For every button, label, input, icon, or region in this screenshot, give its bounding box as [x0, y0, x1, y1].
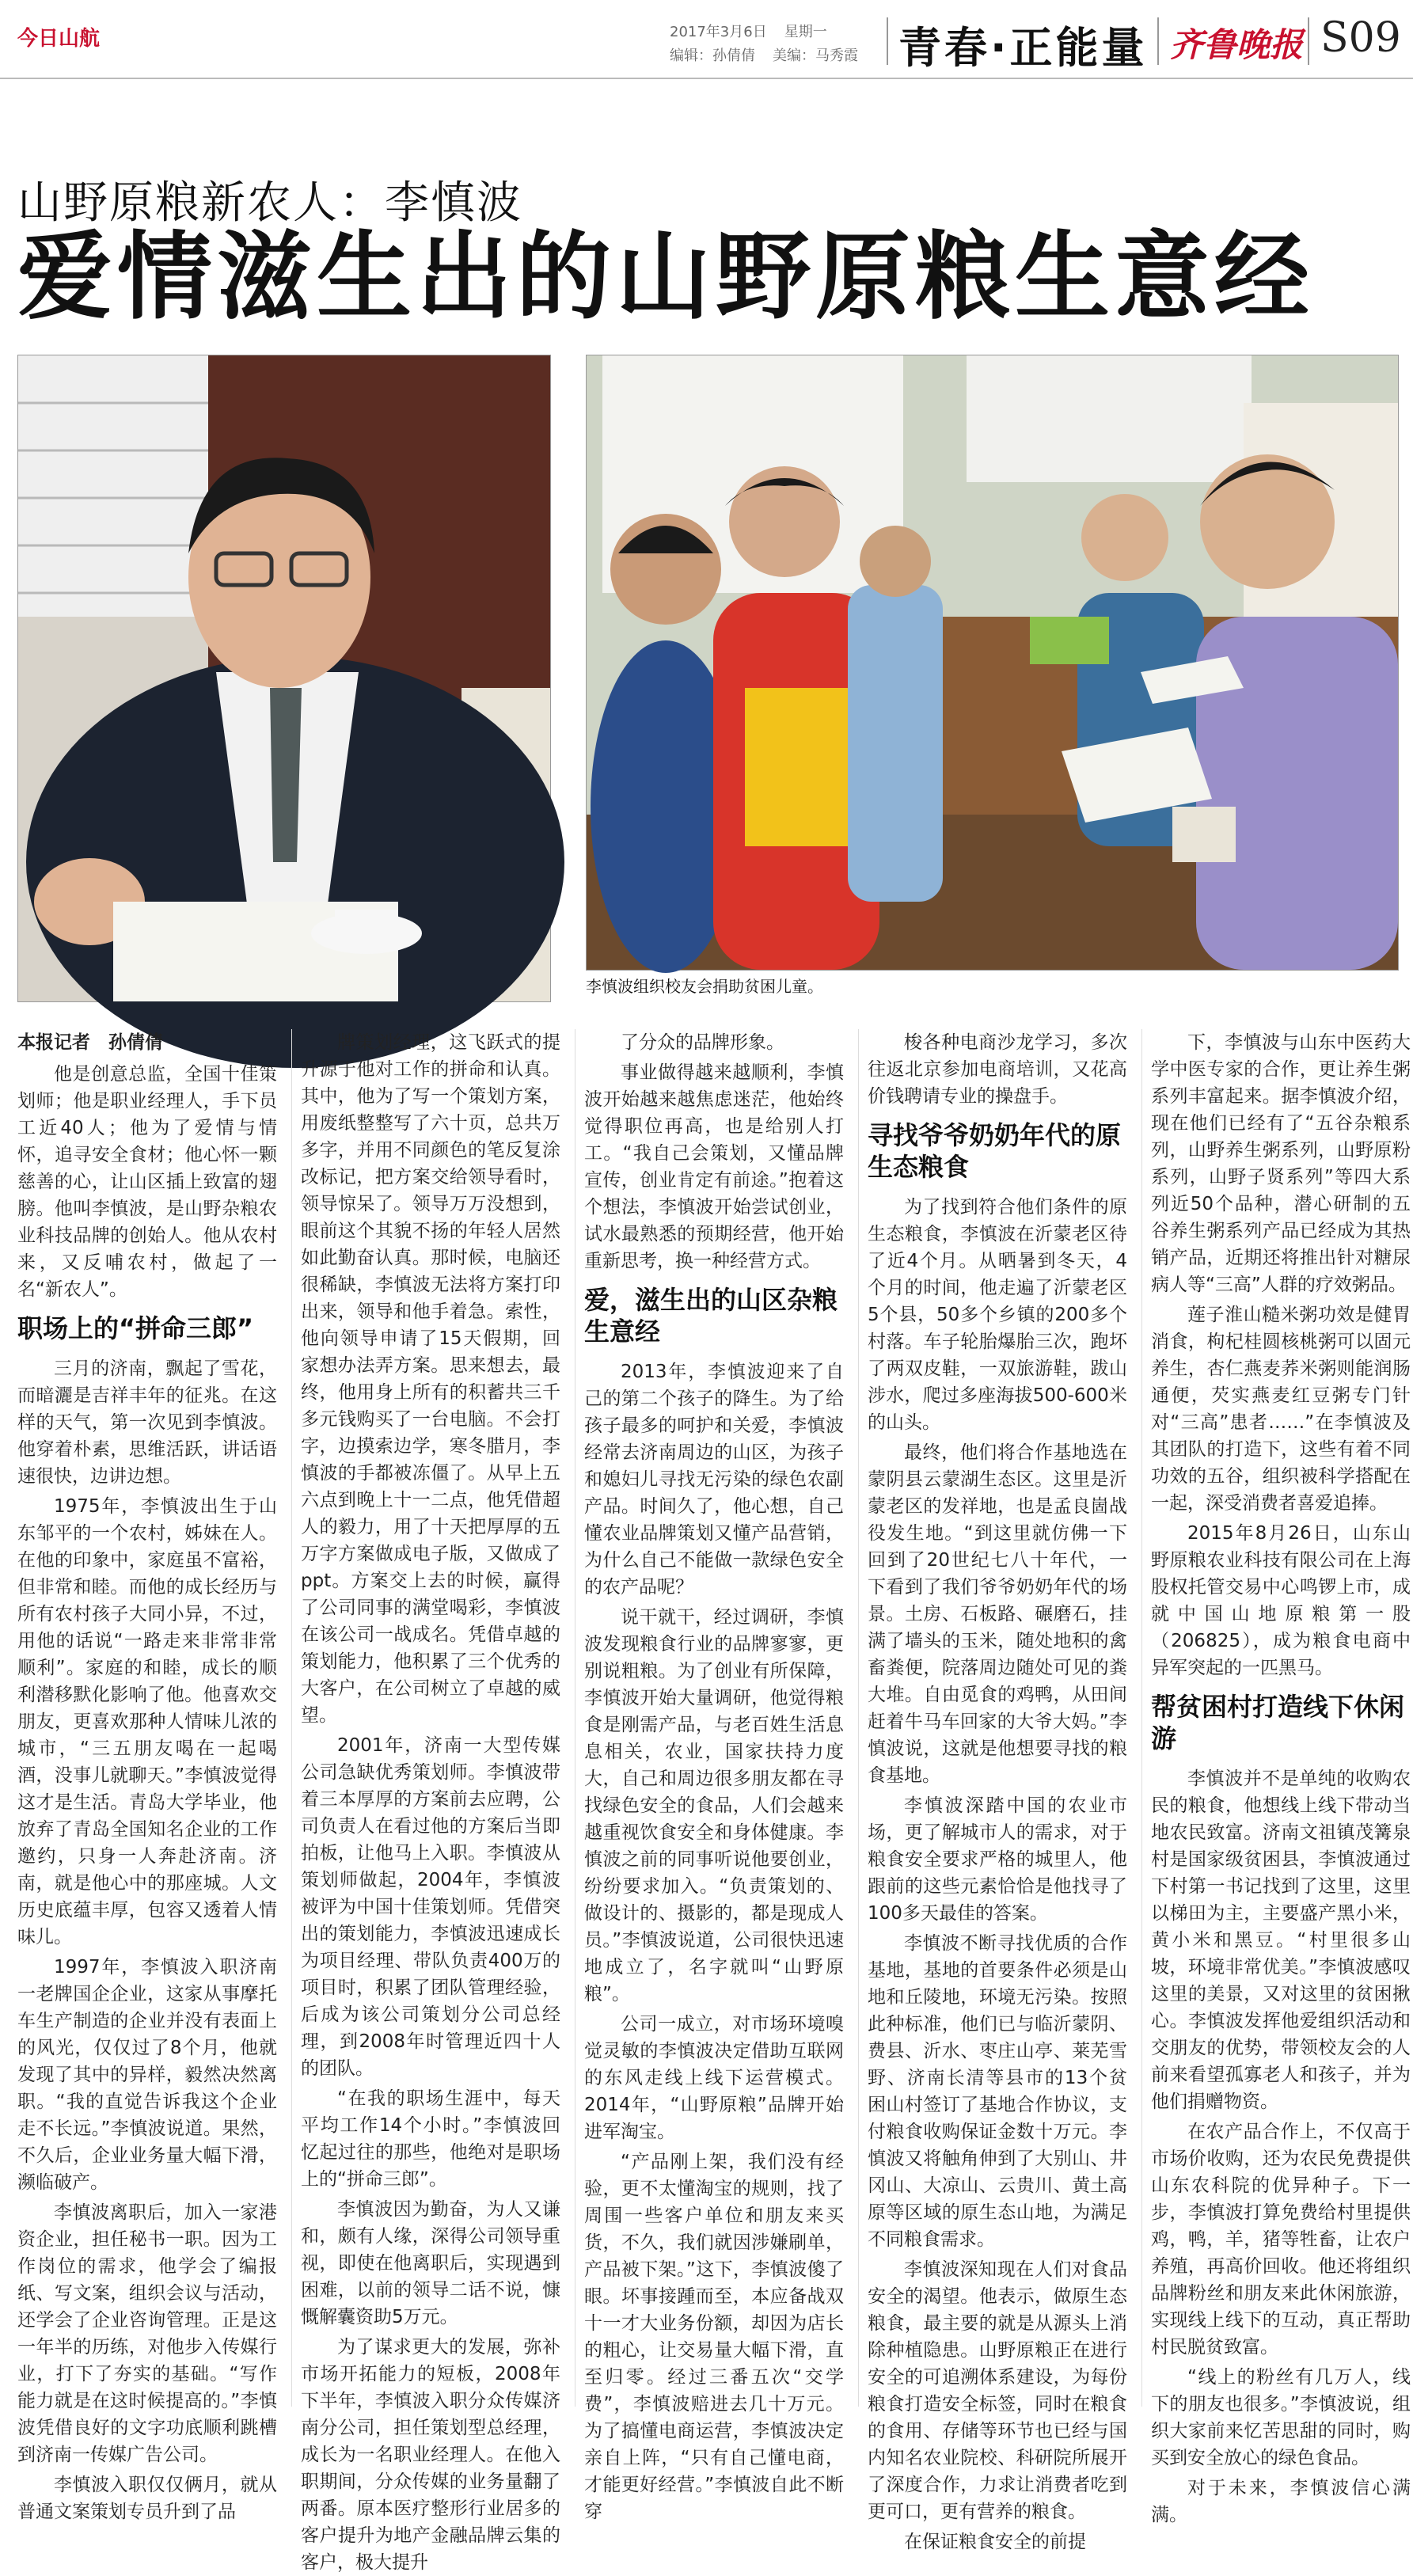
newspaper-logo: 齐鲁晚报 — [1170, 25, 1304, 64]
reporter-byline: 本报记者 孙倩倩 — [17, 1032, 163, 1053]
article-paragraph: 李慎波离职后，加入一家港资企业，担任秘书一职。因为工作岗位的需求，他学会了编报纸、写文案，组织会议与活动，还学会了企业咨询管理。正是这一年半的历练，对他步入传媒行业，打下了夯实的基础。“写作能力就是在这时候提高的。”李慎波凭借良好的文字功底顺利跳槽到济南一传媒广告公司。 — [17, 2202, 277, 2465]
article-paragraph: 李慎波不断寻找优质的合作基地，基地的首要条件必须是山地和丘陵地，环境无污染。按照此种标准，他们已与临沂蒙阴、费县、沂水、枣庄山亭、莱芜雪野、济南长清等县市的13个贫困山村签订了基地合作协议，支付粮食收购保证金数十万元。李慎波又将触角伸到了大别山、井冈山、大凉山、云贵川、黄土高原等区域的原生态山地，为满足不同粮食需求。 — [868, 1933, 1127, 2250]
article-paragraph: 李慎波入职仅仅俩月，就从普通文案策划专员升到了品 — [17, 2475, 277, 2522]
article-column-4 — [868, 1029, 1127, 2552]
article-paragraph: “产品刚上架，我们没有经验，更不太懂淘宝的规则，找了周围一些客户单位和朋友来买货，不久，我们就因涉嫌刷单，产品被下架。”这下，李慎波傻了眼。坏事接踵而至，本应备战双十一才大业务份额，却因为店长的粗心，让交易量大幅下滑，直至归零。经过三番五次“交学费”，李慎波赔进去几十万元。为了搞懂电商运营，李慎波决定亲自上阵，“只有自己懂电商，才能更好经营。”李慎波自此不断穿 — [584, 2152, 844, 2522]
header-rule — [0, 78, 1413, 79]
article-paragraph: 在保证粮食安全的前提 — [904, 2532, 1086, 2552]
column-rule — [1141, 1029, 1142, 2407]
designer-credit: 美编：马秀霞 — [773, 47, 858, 64]
portrait-photo — [17, 355, 551, 1002]
article-column-1 — [17, 1029, 277, 2522]
article-paragraph: 三月的济南，飘起了雪花，而暗灑是吉祥丰年的征兆。在这样的天气，第一次见到李慎波。他穿着朴素，思维活跃，讲话语速很快，边讲边想。 — [17, 1358, 277, 1487]
article-paragraph: 李慎波因为勤奋，为人又谦和，颇有人缘，深得公司领导重视，即使在他离职后，实现遇到困难，以前的领导二话不说，慷慨解囊资助5万元。 — [301, 2199, 560, 2327]
charity-event-photo — [586, 355, 1399, 971]
article-paragraph: 李慎波深知现在人们对食品安全的渴望。他表示，做原生态粮食，最主要的就是从源头上消除种植隐患。山野原粮正在进行安全的可追溯体系建设，为每份粮食打造安全标签，同时在粮食的食用、存储等环节也已经与国内知名农业院校、科研院所展开了深度合作，力求让消费者吃到更可口，更有营养的粮食。 — [868, 2259, 1127, 2522]
section-heading: 帮贫困村打造线下休闲游 — [1151, 1692, 1405, 1753]
photo-caption: 李慎波组织校友会捐助贫困儿童。 — [586, 977, 823, 996]
article-paragraph: 公司一成立，对市场环境嗅觉灵敏的李慎波决定借助互联网的东风走线上线下运营模式。2014年，“山野原粮”品牌开始进军淘宝。 — [584, 2014, 844, 2142]
article-paragraph: “在我的职场生涯中，每天平均工作14个小时。”李慎波回忆起过往的那些，他绝对是职场上的“拼命三郎”。 — [301, 2088, 560, 2190]
article-paragraph: 事业做得越来越顺利，李慎波开始越来越焦虑迷茫，他始终觉得职位再高，也是给别人打工。“我自己会策划，又懂品牌宣传，创业肯定有前途。”抱着这个想法，李慎波开始尝试创业，试水最熟悉的预期经营，他开始重新思考，换一种经营方式。 — [584, 1062, 844, 1271]
header-divider — [887, 17, 888, 65]
article-column-3 — [584, 1029, 844, 2522]
article-paragraph: 1975年，李慎波出生于山东邹平的一个农村，姊妹在人。在他的印象中，家庭虽不富裕，但非常和睦。而他的成长经历与所有农村孩子大同小异，不过，用他的话说“一路走来非常非常顺利”。家庭的和睦，成长的顺利潜移默化影响了他。他喜欢交朋友，更喜欢那种人情味儿浓的城市，“三五朋友喝在一起喝酒，没事儿就聊天。”李慎波觉得这才是生活。青岛大学毕业，他放弃了青岛全国知名企业的工作邀约，只身一人奔赴济南。济南，就是他心中的那座城。人文历史底蕴丰厚，包容又透着人情味儿。 — [17, 1496, 277, 1947]
article-paragraph: 2013年，李慎波迎来了自己的第二个孩子的降生。为了给孩子最多的呵护和关爱，李慎波经常去济南周边的山区，为孩子和媳妇儿寻找无污染的绿色农副产品。时间久了，他心想，自己懂农业品牌策划又懂产品营销，为什么自己不能做一款绿色安全的农产品呢？ — [584, 1362, 844, 1598]
section-heading: 职场上的“拼命三郎” — [17, 1313, 254, 1343]
article-paragraph: “线上的粉丝有几万人，线下的朋友也很多。”李慎波说，组织大家前来忆苦思甜的同时，购买到安全放心的绿色食品。 — [1151, 2367, 1411, 2468]
issue-date: 2017年3月6日 — [670, 24, 767, 40]
article-paragraph: 1997年，李慎波入职济南一老牌国企企业，这家从事摩托车生产制造的企业并没有表面上的风光，仅仅过了8个月，他就发现了其中的异样，毅然决然离职。“我的直觉告诉我这个企业走不长远。”李慎波说道。果然，不久后，企业业务量大幅下滑，濒临破产。 — [17, 1957, 277, 2193]
header-divider — [1157, 17, 1159, 65]
article-paragraph: 莲子淮山糙米粥功效是健胃消食，枸杞桂圆核桃粥可以固元养生，杏仁燕麦荞米粥则能润肠通便，芡实燕麦红豆粥专门针对“三高”患者……”在李慎波及其团队的打造下，这些有着不同功效的五谷，组织被科学搭配在一起，深受消费者喜爱追捧。 — [1151, 1305, 1411, 1514]
article-subtitle: 山野原粮新农人：李慎波 — [17, 177, 522, 229]
article-column-5 — [1151, 1029, 1411, 2525]
column-rule — [858, 1029, 859, 2407]
article-paragraph: 下，李慎波与山东中医药大学中医专家的合作，更让养生粥系列丰富起来。据李慎波介绍，现在他们已经有了“五谷杂粮系列，山野养生粥系列，山野原粉系列，山野子贤系列”等四大系列近50个品种，潜心研制的五谷养生粥系列产品已经成为其热销产品，近期还将推出针对糖尿病人等“三高”人群的疗效粥品。 — [1151, 1032, 1411, 1295]
column-rule — [291, 1029, 292, 2407]
page-number: S09 — [1320, 14, 1401, 62]
article-paragraph: 2015年8月26日，山东山野原粮农业科技有限公司在上海股权托管交易中心鸣锣上市，成就中国山地原粮第一股（206825），成为粮食电商中异军突起的一匹黑马。 — [1151, 1523, 1411, 1678]
header-divider — [1308, 17, 1309, 65]
issue-weekday: 星期一 — [784, 24, 827, 40]
issue-meta — [670, 21, 876, 68]
article-paragraph: 牌策划经理，这飞跃式的提升源于他对工作的拼命和认真。其中，他为了写一个策划方案，用废纸整整写了六十页，总共万多字，并用不同颜色的笔反复涂改标记，把方案交给领导看时，领导惊呆了。领导万万没想到，眼前这个其貌不扬的年轻人居然如此勤奋认真。那时候，电脑还很稀缺，李慎波无法将方案打印出来，领导和他手着急。索性，他向领导申请了15天假期，回家想办法弄方案。思来想去，最终，他用身上所有的积蓄共三千多元钱购买了一台电脑。不会打字，边摸索边学，寒冬腊月，李慎波的手都被冻僵了。从早上五六点到晚上十一二点，他凭借超人的毅力，用了十天把厚厚的五万字方案做成电子版，又做成了ppt。方案交上去的时候，赢得了公司同事的满堂喝彩，李慎波在该公司一战成名。凭借卓越的策划能力，他积累了三个优秀的大客户，在公司树立了卓越的威望。 — [301, 1032, 560, 1726]
article-paragraph: 为了找到符合他们条件的原生态粮食，李慎波在沂蒙老区待了近4个月。从晒暑到冬天，4个月的时间，他走遍了沂蒙老区5个县，50多个乡镇的200多个村落。车子轮胎爆胎三次，跑坏了两双皮鞋，一双旅游鞋，跋山涉水，爬过多座海拔500-600米的山头。 — [868, 1197, 1127, 1433]
article-paragraph: 了分众的品牌形象。 — [621, 1032, 784, 1053]
article-paragraph: 说干就干，经过调研，李慎波发现粮食行业的品牌寥寥，更别说粗粮。为了创业有所保障，李慎波开始大量调研，他觉得粮食是刚需产品，与老百姓生活息息相关，农业，国家扶持力度大，自己和周边很多朋友都在寻找绿色安全的食品，人们会越来越重视饮食安全和身体健康。李慎波之前的同事听说他要创业，纷纷要求加入。“负责策划的、做设计的、摄影的，都是现成人员。”李慎波说道，公司很快迅速地成立了，名字就叫“山野原粮”。 — [584, 1607, 844, 2004]
article-paragraph: 为了谋求更大的发展，弥补市场开拓能力的短板，2008年下半年，李慎波入职分众传媒济南分公司，担任策划型总经理，成长为一名职业经理人。在他入职期间，分众传媒的业务量翻了两番。原本医疗整形行业居多的客户提升为地产金融品牌云集的客户，极大提升 — [301, 2337, 560, 2573]
article-paragraph: 李慎波并不是单纯的收购农民的粮食，他想线上线下带动当地农民致富。济南文祖镇茂篝泉村是国家级贫困县，李慎波通过下村第一书记找到了这里，这里以梯田为主，主要盛产黑小米，黄小米和黑豆。“村里很多山坡，环境非常优美。”李慎波感叹这里的美景，又对这里的贫困揪心。李慎波发挥他爱组织活动和交朋友的优势，带领校友会的人前来看望孤寡老人和孩子，并为他们捐赠物资。 — [1151, 1769, 1411, 2112]
article-paragraph: 2001年，济南一大型传媒公司急缺优秀策划师。李慎波带着三本厚厚的方案前去应聘，公司负责人在看过他的方案后当即拍板，让他马上入职。李慎波从策划师做起，2004年，李慎波被评为中国十佳策划师。凭借突出的策划能力，李慎波迅速成长为项目经理、带队负责400万的项目时，积累了团队管理经验，后成为该公司策划分公司总经理，到2008年时管理近四十人的团队。 — [301, 1735, 560, 2079]
article-paragraph: 最终，他们将合作基地选在蒙阴县云蒙湖生态区。这里是沂蒙老区的发祥地，也是孟良崮战役发生地。“到这里就仿佛一下回到了20世纪七八十年代，一下看到了我们爷爷奶奶年代的场景。土房、石板路、碾磨石，挂满了墙头的玉米，随处地积的禽畜粪便，院落周边随处可见的粪大堆。自由觅食的鸡鸭，从田间赶着牛马车回家的大爷大妈。”李慎波说，这就是他想要寻找的粮食基地。 — [868, 1442, 1127, 1786]
article-paragraph: 他是创意总监，全国十佳策划师；他是职业经理人，手下员工近40人；他为了爱情与情怀，追寻安全食材；他心怀一颗慈善的心，让山区插上致富的翅膀。他叫李慎波，是山野杂粮农业科技品牌的创始人。他从农村来，又反哺农村，做起了一名“新农人”。 — [17, 1064, 277, 1300]
article-paragraph: 梭各种电商沙龙学习，多次往返北京参加电商培训，又花高价钱聘请专业的操盘手。 — [868, 1032, 1127, 1107]
article-paragraph: 对于未来，李慎波信心满满。 — [1151, 2478, 1411, 2525]
article-column-2 — [301, 1029, 560, 2573]
article-title: 爱情滋生出的山野原粮生意经 — [17, 222, 1314, 332]
section-heading: 爱，滋生出的山区杂粮生意经 — [584, 1285, 838, 1347]
article-paragraph: 在农产品合作上，不仅高于市场价收购，还为农民免费提供山东农科院的优异种子。下一步，李慎波打算免费给村里提供鸡，鸭，羊，猪等牲畜，让农户养殖，再高价回收。他还将组织品牌粉丝和朋友来此休闲旅游，实现线上线下的互动，真正帮助村民脱贫致富。 — [1151, 2122, 1411, 2358]
section-title: 青春·正能量 — [898, 23, 1148, 73]
editor-credit: 编辑：孙倩倩 — [670, 47, 755, 64]
section-heading: 寻找爷爷奶奶年代的原生态粮食 — [868, 1120, 1122, 1182]
article-paragraph: 李慎波深踏中国的农业市场，更了解城市人的需求，对于粮食安全要求严格的城里人，他跟前的这些元素恰恰是他找寻了100多天最佳的答案。 — [868, 1795, 1127, 1924]
page-header-label: 今日山航 — [17, 27, 101, 51]
